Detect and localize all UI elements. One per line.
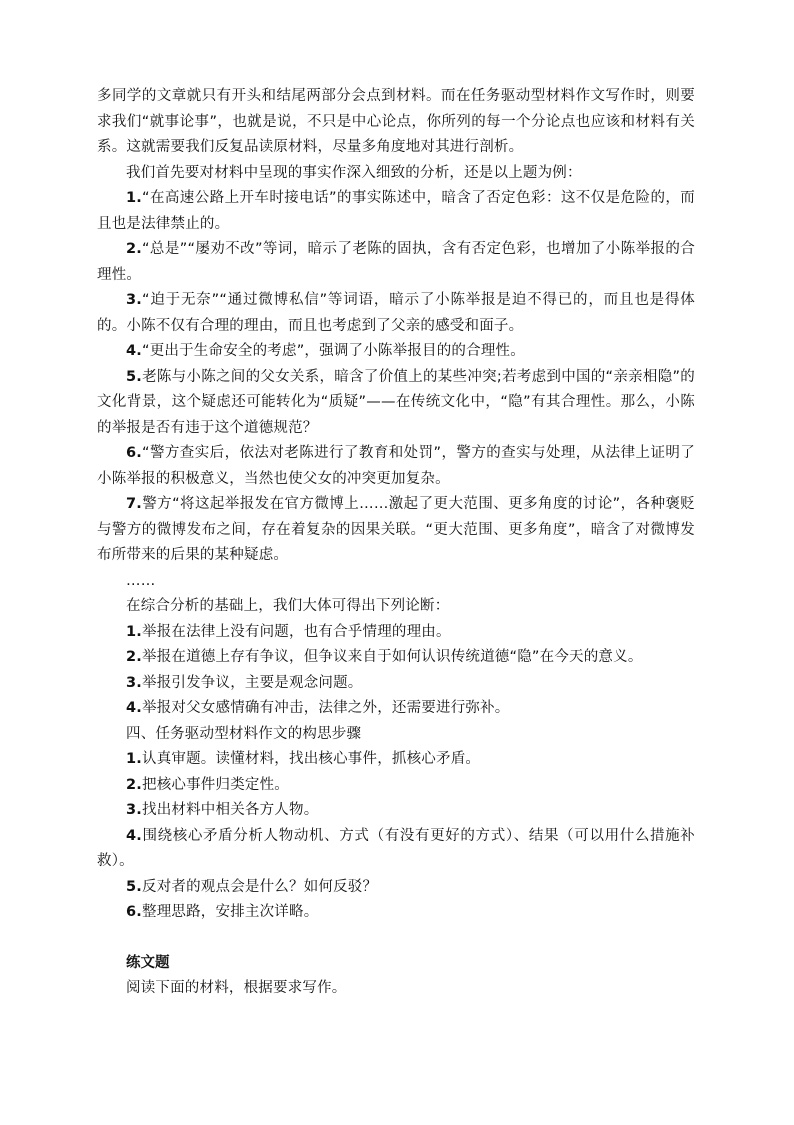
- conclusions-list: [97, 620, 695, 722]
- conclusion-number: 1.: [126, 623, 142, 640]
- step-text: 整理思路，安排主次详略。: [142, 904, 319, 920]
- analysis-point: [97, 339, 695, 365]
- analysis-point-number: 4.: [126, 343, 142, 359]
- step-number: 5.: [126, 878, 142, 895]
- conclusion-text: 举报引发争议，主要是观念问题。: [142, 674, 363, 691]
- conclusion-text: 举报在道德上存有争议，但争议来自于如何认识传统道德“隐”在今天的意义。: [142, 649, 643, 665]
- conclusion-number: 2.: [126, 649, 142, 665]
- step-item: [97, 747, 695, 773]
- conclusion-number: 3.: [126, 674, 142, 691]
- analysis-point-number: 2.: [126, 241, 142, 257]
- analysis-point-text: 警方“将这起举报发在官方微博上……激起了更大范围、更多角度的讨论”，各种褒贬与警方的微博发布之间，存在着复杂的因果关联。“更大范围、更多角度”，暗含了对微博发布所带来的后果的某种疑虑。: [97, 496, 695, 563]
- analysis-lead-paragraph: 我们首先要对材料中呈现的事实作深入细致的分析，还是以上题为例：: [126, 164, 582, 181]
- conclusion-item: [97, 696, 695, 722]
- step-text: 反对者的观点会是什么？如何反驳？: [142, 878, 378, 895]
- analysis-point-number: 6.: [126, 445, 142, 461]
- step-item: [97, 875, 695, 901]
- analysis-point: [97, 237, 695, 288]
- step-text: 认真审题。读懂材料，找出核心事件，抓核心矛盾。: [142, 751, 481, 767]
- steps-list: [97, 747, 695, 926]
- step-text: 把核心事件归类定性。: [142, 776, 289, 793]
- step-item: [97, 798, 695, 824]
- conclusion-lead-paragraph: 在综合分析的基础上，我们大体可得出下列论断：: [126, 598, 450, 614]
- analysis-points-list: [97, 186, 695, 569]
- ellipsis-line: ……: [126, 572, 156, 589]
- document-page: [97, 84, 695, 1002]
- analysis-point: [97, 441, 695, 492]
- step-number: 3.: [126, 802, 142, 818]
- section-spacer: [97, 926, 695, 951]
- step-number: 4.: [126, 827, 142, 844]
- conclusion-item: [97, 620, 695, 646]
- analysis-point-number: 3.: [126, 292, 142, 308]
- analysis-point-text: “警方查实后，依法对老陈进行了教育和处罚”，警方的查实与处理，从法律上证明了小陈举报的积极意义，当然也使父女的冲突更加复杂。: [97, 445, 695, 487]
- analysis-point: [97, 186, 695, 237]
- conclusion-item: [97, 671, 695, 697]
- conclusion-item: [97, 645, 695, 671]
- intro-paragraph: 多同学的文章就只有开头和结尾两部分会点到材料。而在任务驱动型材料作文写作时，则要求我们“就事论事”，也就是说，不只是中心论点，你所列的每一个分论点也应该和材料有关系。这就需要我们反复品读原材料，尽量多角度地对其进行剖析。: [97, 88, 695, 155]
- conclusion-text: 举报对父女感情确有冲击，法律之外，还需要进行弥补。: [142, 700, 510, 716]
- practice-instruction: 阅读下面的材料，根据要求写作。: [126, 980, 347, 996]
- analysis-point-number: 1.: [126, 190, 142, 206]
- analysis-point-number: 7.: [126, 496, 142, 512]
- analysis-point-text: “迫于无奈”“通过微博私信”等词语，暗示了小陈举报是迫不得已的，而且也是得体的。小陈不仅有合理的理由，而且也考虑到了父亲的感受和面子。: [97, 292, 695, 334]
- step-item: [97, 773, 695, 799]
- conclusion-number: 4.: [126, 700, 142, 716]
- step-item: [97, 824, 695, 875]
- section-four-title: 四、任务驱动型材料作文的构思步骤: [126, 725, 362, 742]
- step-text: 找出材料中相关各方人物。: [142, 802, 319, 818]
- analysis-point-text: “更出于生命安全的考虑”，强调了小陈举报目的的合理性。: [142, 343, 525, 359]
- analysis-point-text: “总是”“屡劝不改”等词，暗示了老陈的固执，含有否定色彩，也增加了小陈举报的合理性。: [97, 241, 695, 283]
- step-number: 2.: [126, 776, 142, 793]
- analysis-point: [97, 365, 695, 442]
- step-text: 围绕核心矛盾分析人物动机、方式（有没有更好的方式）、结果（可以用什么措施补救）。: [97, 827, 695, 869]
- analysis-point-text: “在高速公路上开车时接电话”的事实陈述中，暗含了否定色彩：这不仅是危险的，而且也是法律禁止的。: [97, 190, 695, 232]
- conclusion-text: 举报在法律上没有问题，也有合乎情理的理由。: [142, 623, 451, 640]
- analysis-point-text: 老陈与小陈之间的父女关系，暗含了价值上的某些冲突;若考虑到中国的“亲亲相隐”的文化背景，这个疑虑还可能转化为“质疑”——在传统文化中，“隐”有其合理性。那么，小陈的举报是否有违于这个道德规范？: [97, 368, 695, 436]
- analysis-point: [97, 288, 695, 339]
- practice-title: 练文题: [126, 954, 170, 971]
- step-number: 1.: [126, 751, 142, 767]
- analysis-point-number: 5.: [126, 368, 142, 385]
- analysis-point: [97, 492, 695, 569]
- step-item: [97, 900, 695, 926]
- step-number: 6.: [126, 904, 142, 920]
